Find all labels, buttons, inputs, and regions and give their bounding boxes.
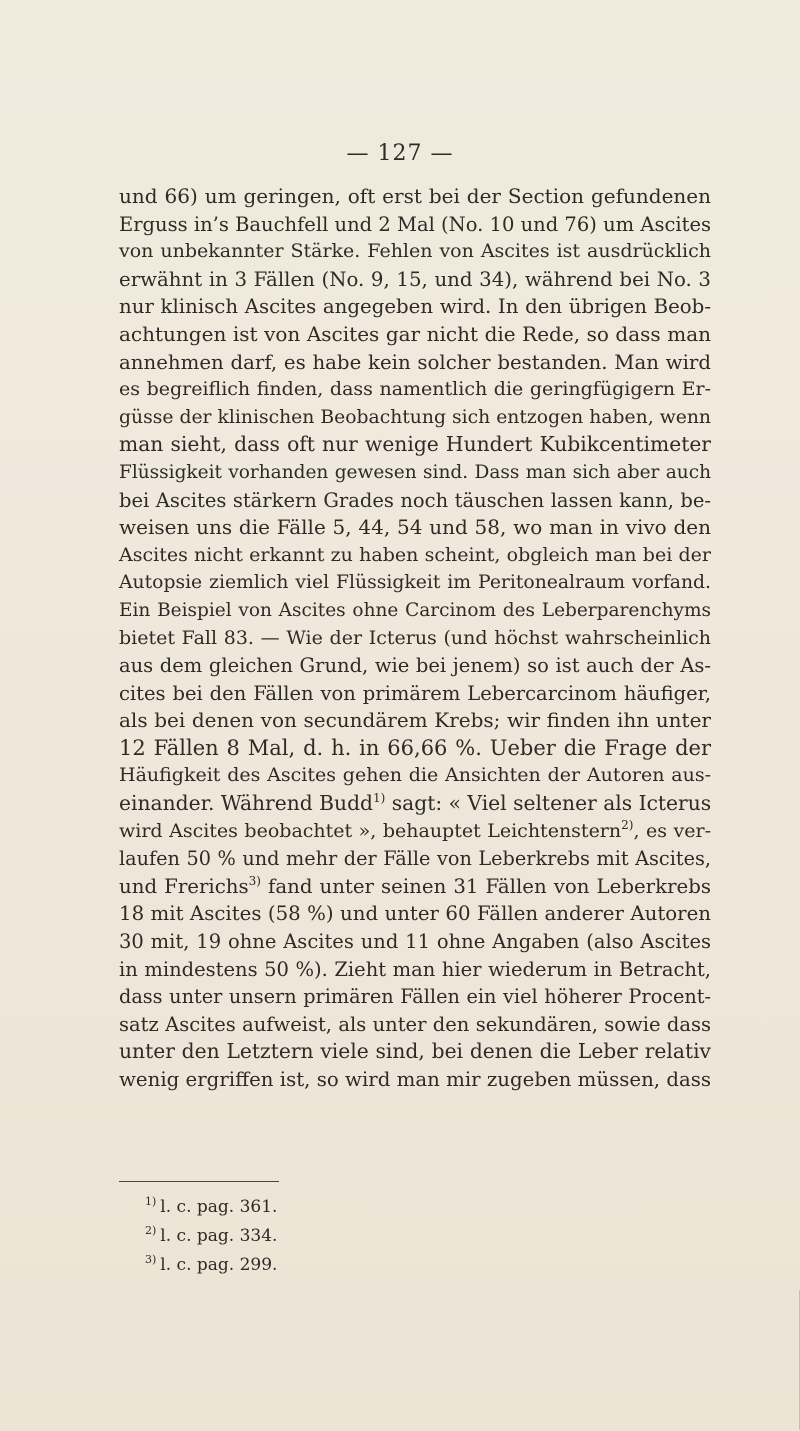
- text-line: 12 Fällen 8 Mal, d. h. in 66,66 %. Ueber die Frage der: [119, 735, 711, 760]
- text-segment: und Frerichs: [119, 874, 249, 898]
- text-line: annehmen darf, es habe kein solcher bestanden. Man wird: [119, 350, 711, 374]
- footnote: [145, 1222, 277, 1251]
- footnote-text: l. c. pag. 334.: [160, 1226, 278, 1246]
- text-segment: , es ver-: [633, 819, 712, 842]
- text-line: [119, 818, 711, 846]
- footnote: [145, 1251, 277, 1280]
- text-line: satz Ascites aufweist, als unter den sekundären, sowie dass: [119, 1012, 711, 1036]
- text-line: güsse der klinischen Beobachtung sich entzogen haben, wenn: [119, 406, 711, 428]
- text-line: 18 mit Ascites (58 %) und unter 60 Fällen anderer Autoren: [119, 902, 711, 926]
- text-line: Ein Beispiel von Ascites ohne Carcinom des Leberparenchyms: [119, 599, 711, 621]
- text-line: Häufigkeit des Ascites gehen die Ansichten der Autoren aus-: [119, 764, 711, 787]
- footnote-mark: 3): [145, 1253, 157, 1266]
- footnote-mark: 2): [145, 1224, 157, 1237]
- text-line: weisen uns die Fälle 5, 44, 54 und 58, wo man in vivo den: [119, 515, 711, 540]
- page-number: — 127 —: [346, 141, 454, 166]
- text-segment: fand unter seinen 31 Fällen von Leberkrebs: [260, 874, 711, 898]
- footnotes: [145, 1193, 277, 1280]
- text-line: cites bei den Fällen von primärem Lebercarcinom häufiger,: [119, 681, 711, 705]
- text-segment: sagt: « Viel seltener als Icterus: [385, 791, 712, 816]
- text-line: [119, 790, 711, 818]
- text-line: Ascites nicht erkannt zu haben scheint, obgleich man bei der: [119, 543, 711, 566]
- text-line: Autopsie ziemlich viel Flüssigkeit im Peritonealraum vorfand.: [119, 572, 711, 594]
- text-line: bietet Fall 83. — Wie der Icterus (und höchst wahrscheinlich: [119, 626, 711, 649]
- body-text: [119, 183, 711, 1094]
- footnote-ref: 3): [248, 873, 261, 888]
- text-line: unter den Letztern viele sind, bei denen die Leber relativ: [119, 1039, 711, 1064]
- text-line: laufen 50 % und mehr der Fälle von Leberkrebs mit Ascites,: [119, 847, 711, 871]
- text-line: achtungen ist von Ascites gar nicht die Rede, so dass man: [119, 321, 711, 346]
- footnote-mark: 1): [145, 1195, 157, 1208]
- text-line: Erguss in’s Bauchfell und 2 Mal (No. 10 und 76) um Ascites: [119, 212, 711, 236]
- text-line: [119, 873, 711, 901]
- text-line: bei Ascites stärkern Grades noch täuschen lassen kann, be-: [119, 488, 711, 512]
- footnote: [145, 1193, 277, 1222]
- text-line: in mindestens 50 %). Zieht man hier wiederum in Betracht,: [119, 957, 711, 981]
- footnote-text: l. c. pag. 361.: [160, 1197, 278, 1217]
- footnote-ref: 2): [621, 817, 634, 832]
- text-segment: wird Ascites beobachtet », behauptet Leichtenstern: [119, 819, 622, 842]
- footnote-divider: [119, 1181, 279, 1182]
- text-line: von unbekannter Stärke. Fehlen von Ascites ist ausdrücklich: [119, 240, 711, 263]
- text-line: nur klinisch Ascites angegeben wird. In den übrigen Beob-: [119, 295, 711, 319]
- text-line: aus dem gleichen Grund, wie bei jenem) so ist auch der As-: [119, 654, 711, 678]
- text-line: es begreiflich finden, dass namentlich die geringfügigern Er-: [119, 378, 711, 401]
- text-line: wenig ergriffen ist, so wird man mir zugeben müssen, dass: [119, 1068, 712, 1091]
- text-line: man sieht, dass oft nur wenige Hundert Kubikcentimeter: [119, 432, 711, 457]
- text-line: erwähnt in 3 Fällen (No. 9, 15, und 34), während bei No. 3: [119, 267, 711, 291]
- text-line: 30 mit, 19 ohne Ascites und 11 ohne Angaben (also Ascites: [119, 930, 711, 954]
- footnote-ref: 1): [373, 791, 386, 806]
- text-line: und 66) um geringen, oft erst bei der Section gefundenen: [119, 184, 711, 208]
- text-segment: einander. Während Budd: [119, 791, 374, 816]
- footnote-text: l. c. pag. 299.: [160, 1255, 278, 1275]
- text-line: Flüssigkeit vorhanden gewesen sind. Dass man sich aber auch: [119, 461, 711, 483]
- text-line: dass unter unsern primären Fällen ein viel höherer Procent-: [119, 985, 711, 1009]
- text-line: als bei denen von secundärem Krebs; wir finden ihn unter: [119, 708, 711, 733]
